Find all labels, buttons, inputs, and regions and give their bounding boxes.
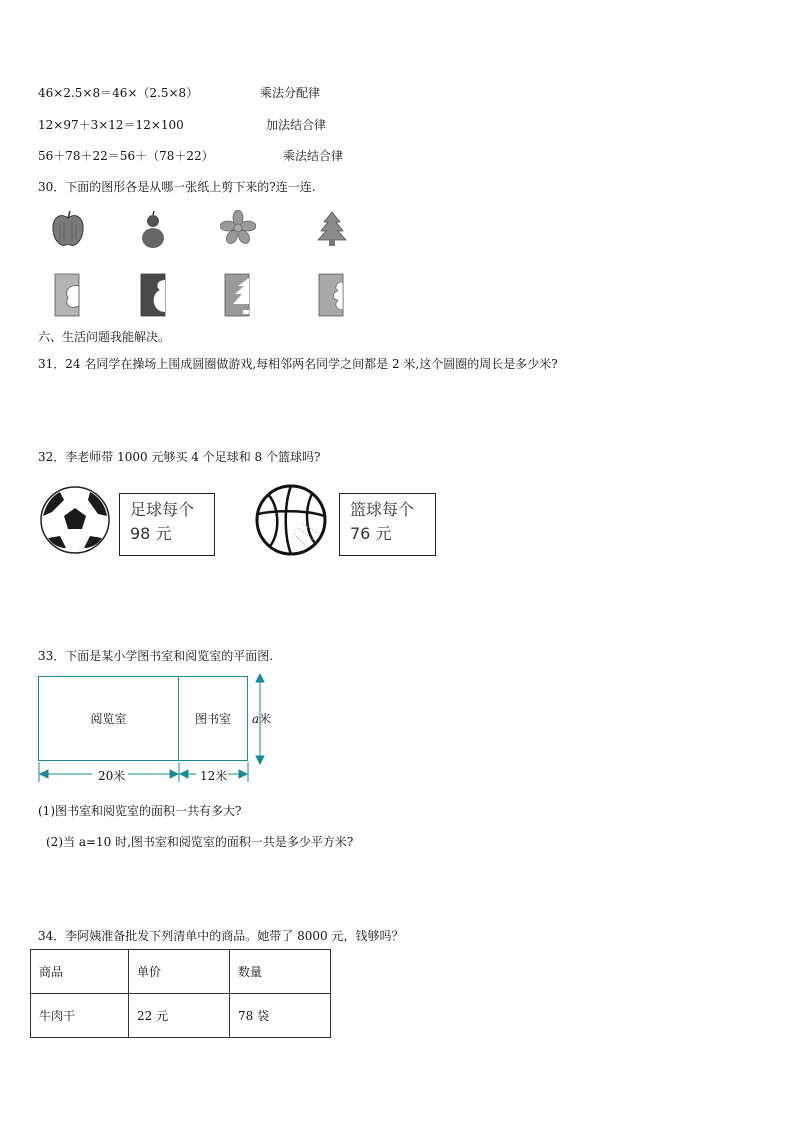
law-line-1 <box>38 84 198 101</box>
law-name-3: 乘法结合律 <box>283 149 344 163</box>
football-price-card <box>119 493 215 556</box>
q31-text: 31．24 名同学在操场上围成圆圈做游戏,每相邻两名同学之间都是 2 米,这个圆圈的周长是多少米? <box>38 357 558 371</box>
table-cell: 22 元 <box>129 994 230 1038</box>
header-cell: 数量 <box>230 950 331 994</box>
table-cell: 牛肉干 <box>31 994 129 1038</box>
table-cell: 78 袋 <box>230 994 331 1038</box>
q34-text: 34．李阿姨准备批发下列清单中的商品。她带了 8000 元，钱够吗？ <box>38 929 404 943</box>
law-name-1: 乘法分配律 <box>260 86 321 100</box>
expression: 56＋78＋22＝56＋（78＋22） <box>38 149 214 163</box>
goods-table <box>30 949 331 1038</box>
dim-height-unit: 米 <box>259 712 272 726</box>
header-cell: 单价 <box>129 950 230 994</box>
library-room-label: 图书室 <box>194 712 231 726</box>
football-price-value: 98 元 <box>130 524 172 543</box>
q33-sub2: (2)当 a=10 时,图书室和阅览室的面积一共是多少平方米? <box>46 835 354 849</box>
q32-text: 32．李老师带 1000 元够买 4 个足球和 8 个篮球吗? <box>38 450 321 464</box>
table-header-row <box>31 950 331 994</box>
reading-room-label: 阅览室 <box>90 712 127 726</box>
football-icon <box>40 486 110 557</box>
cut-paper-apple-icon[interactable] <box>52 272 82 321</box>
gourd-icon[interactable] <box>138 210 168 253</box>
basketball-price-card <box>339 493 436 556</box>
section-title: 六、生活问题我能解决。 <box>38 330 171 344</box>
cut-paper-gourd-icon[interactable] <box>138 272 168 321</box>
dimension-lines <box>30 670 290 790</box>
basketball-icon <box>254 484 328 559</box>
cut-paper-flower-icon[interactable] <box>316 272 346 321</box>
basketball-price-value: 76 元 <box>350 524 392 543</box>
dim-height <box>252 710 271 727</box>
dim-width-right: 12米 <box>200 769 228 783</box>
basketball-price-label: 篮球每个 <box>350 500 415 519</box>
flower-icon[interactable] <box>220 210 256 249</box>
q30-text: 30．下面的图形各是从哪一张纸上剪下来的?连一连. <box>38 180 316 194</box>
law-name-2: 加法结合律 <box>266 118 327 132</box>
q33-sub1: (1)图书室和阅览室的面积一共有多大? <box>38 804 242 818</box>
law-line-2 <box>38 116 184 133</box>
football-price-label: 足球每个 <box>130 500 195 519</box>
expression: 46×2.5×8＝46×（2.5×8） <box>38 86 199 100</box>
law-line-3 <box>38 147 214 164</box>
table-row <box>31 994 331 1038</box>
apple-icon[interactable] <box>50 210 86 253</box>
tree-icon[interactable] <box>316 210 348 251</box>
q33-text: 33．下面是某小学图书室和阅览室的平面图. <box>38 649 274 663</box>
expression: 12×97＋3×12＝12×100 <box>38 118 184 132</box>
dim-height-var: a <box>252 712 260 726</box>
dim-width-left: 20米 <box>98 769 126 783</box>
header-cell: 商品 <box>31 950 129 994</box>
cut-paper-tree-icon[interactable] <box>222 272 252 321</box>
